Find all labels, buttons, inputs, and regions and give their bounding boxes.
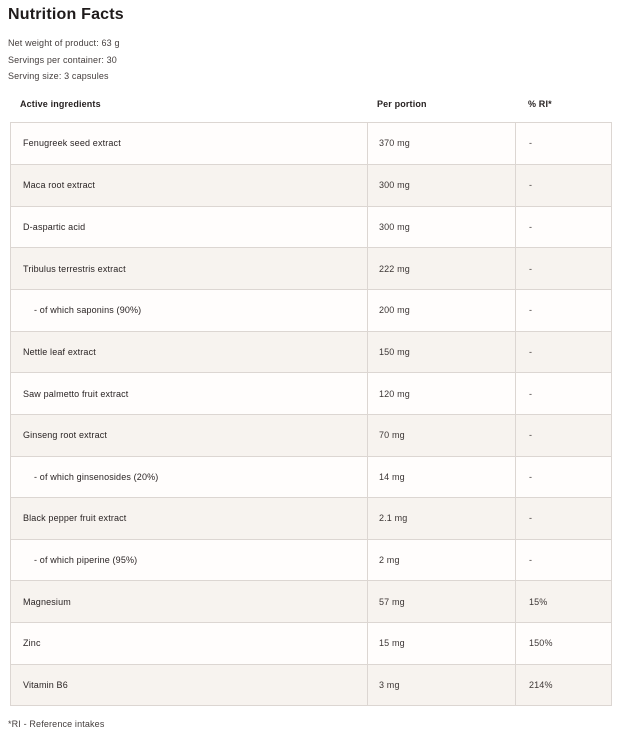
table-row xyxy=(11,664,611,706)
table-row xyxy=(11,289,611,331)
table-row xyxy=(11,247,611,289)
ri-percent-cell: - xyxy=(515,498,611,539)
ingredient-name-cell: - of which saponins (90%) xyxy=(34,305,142,316)
column-header-per-portion: Per portion xyxy=(377,98,427,109)
table-row xyxy=(11,414,611,456)
ingredient-name-cell: Tribulus terrestris extract xyxy=(23,263,126,274)
ri-percent-cell: - xyxy=(515,248,611,289)
per-portion-cell: 300 mg xyxy=(367,207,515,248)
column-header-active-ingredients: Active ingredients xyxy=(20,98,101,109)
ingredient-name-cell: Saw palmetto fruit extract xyxy=(23,388,129,399)
ri-percent-cell: - xyxy=(515,373,611,414)
ingredient-name-cell: - of which ginsenosides (20%) xyxy=(34,471,159,482)
per-portion-cell: 222 mg xyxy=(367,248,515,289)
per-portion-cell: 14 mg xyxy=(367,457,515,498)
ingredient-name-cell: Zinc xyxy=(23,638,41,649)
per-portion-cell: 150 mg xyxy=(367,332,515,373)
ri-percent-cell: 150% xyxy=(515,623,611,664)
per-portion-cell: 300 mg xyxy=(367,165,515,206)
ingredient-name-cell: Vitamin B6 xyxy=(23,679,68,690)
ri-percent-cell: 214% xyxy=(515,665,611,706)
table-row xyxy=(11,206,611,248)
ri-percent-cell: - xyxy=(515,165,611,206)
per-portion-cell: 370 mg xyxy=(367,123,515,165)
per-portion-cell: 70 mg xyxy=(367,415,515,456)
ingredient-name-cell: Maca root extract xyxy=(23,180,96,191)
ingredient-name-cell: Nettle leaf extract xyxy=(23,346,96,357)
ri-percent-cell: - xyxy=(515,415,611,456)
table-row xyxy=(11,372,611,414)
table-row xyxy=(11,456,611,498)
ingredient-name-cell: Black pepper fruit extract xyxy=(23,513,127,524)
servings-per-container-text: Servings per container: 30 xyxy=(8,54,117,65)
serving-size-text: Serving size: 3 capsules xyxy=(8,71,109,81)
ri-percent-cell: - xyxy=(515,332,611,373)
per-portion-cell: 120 mg xyxy=(367,373,515,414)
ingredient-name-cell: - of which piperine (95%) xyxy=(34,555,138,566)
table-row xyxy=(11,622,611,664)
ingredient-name-cell: Ginseng root extract xyxy=(23,430,108,441)
ri-percent-cell: - xyxy=(515,540,611,581)
per-portion-cell: 2 mg xyxy=(367,540,515,581)
table-row xyxy=(11,580,611,622)
ri-percent-cell: - xyxy=(515,457,611,498)
table-row xyxy=(11,331,611,373)
per-portion-cell: 3 mg xyxy=(367,665,515,706)
product-meta xyxy=(8,35,621,85)
reference-intakes-footnote: *RI - Reference intakes xyxy=(8,719,105,730)
table-row xyxy=(11,123,611,165)
per-portion-cell: 57 mg xyxy=(367,581,515,622)
per-portion-cell: 15 mg xyxy=(367,623,515,664)
per-portion-cell: 2.1 mg xyxy=(367,498,515,539)
net-weight-text: Net weight of product: 63 g xyxy=(8,38,120,48)
ri-percent-cell: - xyxy=(515,123,611,165)
page-title: Nutrition Facts xyxy=(8,6,124,23)
table-row xyxy=(11,539,611,581)
ri-percent-cell: 15% xyxy=(515,581,611,622)
table-row xyxy=(11,164,611,206)
ingredient-name-cell: D-aspartic acid xyxy=(23,222,86,233)
ingredient-name-cell: Magnesium xyxy=(23,596,71,607)
nutrition-table xyxy=(10,122,612,707)
ingredient-name-cell: Fenugreek seed extract xyxy=(23,138,121,149)
table-column-headers xyxy=(10,99,612,109)
table-row xyxy=(11,497,611,539)
ri-percent-cell: - xyxy=(515,290,611,331)
ri-percent-cell: - xyxy=(515,207,611,248)
column-header-ri: % RI* xyxy=(528,98,552,109)
per-portion-cell: 200 mg xyxy=(367,290,515,331)
